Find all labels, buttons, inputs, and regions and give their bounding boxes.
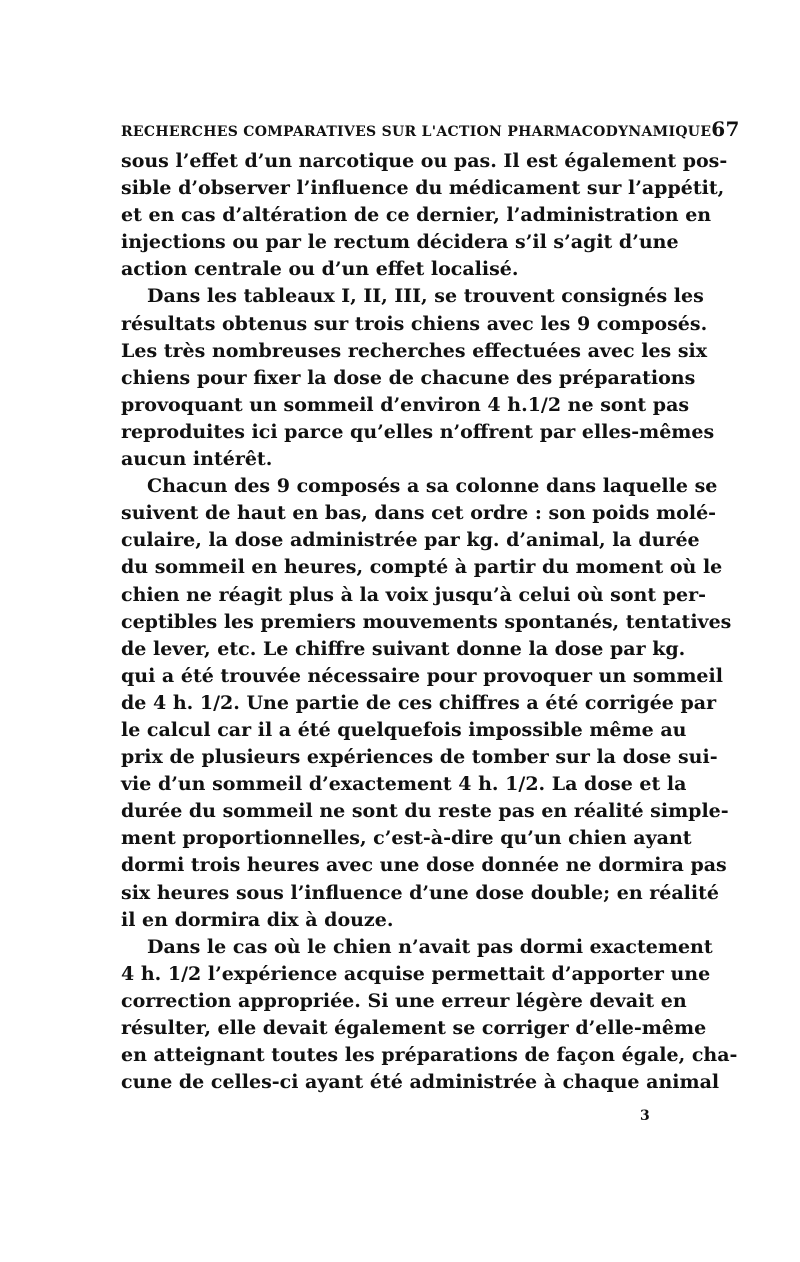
text-line: six heures sous l’influence d’une dose double; en réalité bbox=[121, 881, 719, 904]
text-line: résultats obtenus sur trois chiens avec les 9 composés. bbox=[121, 312, 708, 335]
text-line: provoquant un sommeil d’environ 4 h.1/2 ne sont pas bbox=[121, 393, 690, 416]
running-title: RECHERCHES COMPARATIVES SUR L'ACTION PHARMACODYNAMIQUE bbox=[121, 124, 712, 140]
page-number: 67 bbox=[711, 117, 740, 141]
text-line: Les très nombreuses recherches effectuées avec les six bbox=[121, 339, 708, 362]
running-header bbox=[121, 117, 740, 141]
text-line: dormi trois heures avec une dose donnée ne dormira pas bbox=[121, 854, 727, 877]
text-line: Dans le cas où le chien n’avait pas dormi exactement bbox=[147, 935, 713, 958]
paragraph bbox=[121, 148, 728, 283]
text-line: aucun intérêt. bbox=[121, 448, 273, 471]
paragraph bbox=[121, 283, 715, 473]
text-line: de 4 h. 1/2. Une partie de ces chiffres a été corrigée par bbox=[121, 691, 717, 714]
body-text bbox=[121, 148, 738, 1096]
text-line: le calcul car il a été quelquefois impossible même au bbox=[121, 718, 687, 741]
text-line: Chacun des 9 composés a sa colonne dans laquelle se bbox=[147, 475, 718, 498]
paragraph bbox=[121, 473, 732, 934]
signature-mark: 3 bbox=[640, 1108, 650, 1124]
text-line: reproduites ici parce qu’elles n’offrent par elles-mêmes bbox=[121, 420, 715, 443]
text-line: et en cas d’altération de ce dernier, l’administration en bbox=[121, 204, 712, 227]
text-line: de lever, etc. Le chiffre suivant donne la dose par kg. bbox=[121, 637, 686, 660]
text-line: ment proportionnelles, c’est-à-dire qu’un chien ayant bbox=[121, 827, 692, 850]
text-line: cune de celles-ci ayant été administrée à chaque animal bbox=[121, 1071, 720, 1094]
text-line: résulter, elle devait également se corriger d’elle-même bbox=[121, 1017, 707, 1039]
text-line: sible d’observer l’influence du médicament sur l’appétit, bbox=[121, 177, 725, 200]
text-line: en atteignant toutes les préparations de façon égale, cha- bbox=[121, 1044, 738, 1067]
text-line: suivent de haut en bas, dans cet ordre : son poids molé- bbox=[121, 502, 717, 525]
text-line: qui a été trouvée nécessaire pour provoquer un sommeil bbox=[121, 664, 723, 687]
text-line: correction appropriée. Si une erreur légère devait en bbox=[121, 989, 687, 1012]
text-line: ceptibles les premiers mouvements spontanés, tentatives bbox=[121, 610, 732, 633]
text-line: culaire, la dose administrée par kg. d’animal, la durée bbox=[121, 529, 700, 552]
text-line: sous l’effet d’un narcotique ou pas. Il est également pos- bbox=[121, 150, 728, 172]
text-line: action centrale ou d’un effet localisé. bbox=[121, 258, 519, 281]
text-line: injections ou par le rectum décidera s’il s’agit d’une bbox=[121, 231, 679, 254]
text-line: Dans les tableaux I, II, III, se trouvent consignés les bbox=[147, 285, 704, 308]
text-line: chien ne réagit plus à la voix jusqu’à celui où sont per- bbox=[121, 583, 707, 606]
text-line: vie d’un sommeil d’exactement 4 h. 1/2. La dose et la bbox=[121, 773, 687, 796]
text-line: durée du sommeil ne sont du reste pas en réalité simple- bbox=[121, 800, 729, 823]
text-line: du sommeil en heures, compté à partir du moment où le bbox=[121, 556, 723, 579]
text-line: 4 h. 1/2 l’expérience acquise permettait d’apporter une bbox=[121, 962, 711, 985]
text-line: prix de plusieurs expériences de tomber sur la dose sui- bbox=[121, 746, 718, 769]
paragraph bbox=[121, 934, 738, 1097]
text-line: chiens pour fixer la dose de chacune des préparations bbox=[121, 366, 696, 389]
text-line: il en dormira dix à douze. bbox=[121, 908, 394, 931]
